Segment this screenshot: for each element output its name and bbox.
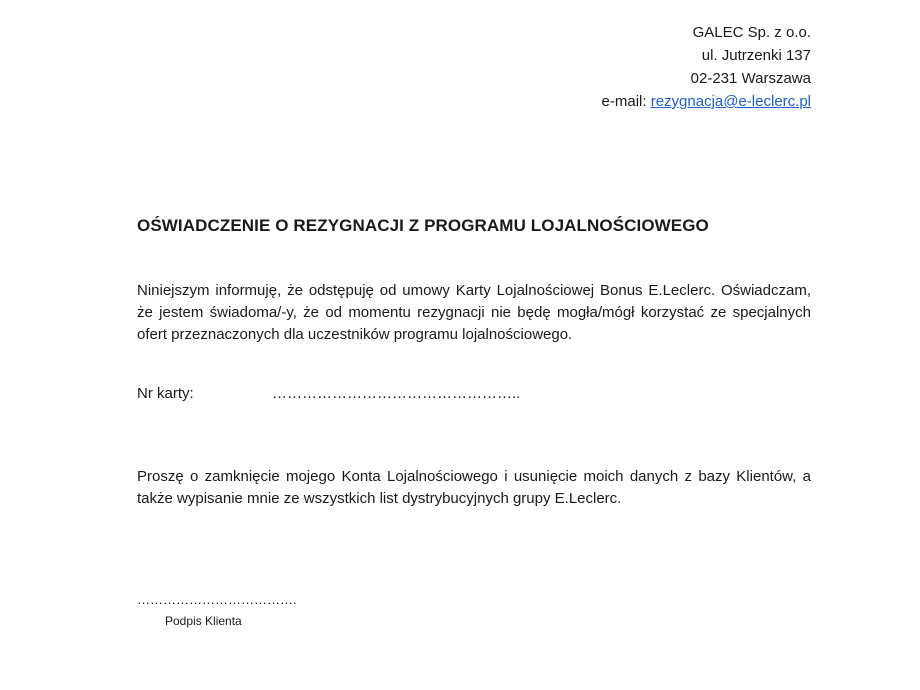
card-number-field[interactable]: ………………………………………….. — [272, 385, 521, 402]
paragraph-data-removal — [137, 466, 811, 510]
postal-city: 02-231 Warszawa — [690, 70, 811, 87]
document-title: OŚWIADCZENIE O REZYGNACJI Z PROGRAMU LOJALNOŚCIOWEGO — [137, 216, 709, 235]
paragraph-line: Proszę o zamknięcie mojego Konta Lojalnościowego i usunięcie moich danych z bazy Klientów, a — [137, 468, 811, 485]
email-label: e-mail: — [601, 93, 651, 110]
paragraph-line: także wypisanie mnie ze wszystkich list dystrybucyjnych grupy E.Leclerc. — [137, 490, 622, 507]
paragraph-line: ofert przeznaczonych dla uczestników programu lojalnościowego. — [137, 326, 573, 343]
signature-field[interactable]: ………………………………. — [137, 592, 297, 607]
signature-label: Podpis Klienta — [165, 614, 242, 628]
email-line — [602, 90, 811, 113]
card-number-label: Nr karty: — [137, 385, 194, 402]
street-address: ul. Jutrzenki 137 — [701, 47, 811, 64]
email-link[interactable]: rezygnacja@e-leclerc.pl — [650, 93, 811, 110]
company-name: GALEC Sp. z o.o. — [692, 24, 811, 41]
paragraph-line: Niniejszym informuję, że odstępuję od umowy Karty Lojalnościowej Bonus E.Leclerc. Oświadczam, — [137, 282, 811, 299]
paragraph-resignation — [137, 280, 811, 346]
recipient-address — [602, 21, 811, 113]
paragraph-line: że jestem świadoma/-y, że od momentu rezygnacji nie będę mogła/mógł korzystać ze specjalnych — [137, 304, 811, 321]
